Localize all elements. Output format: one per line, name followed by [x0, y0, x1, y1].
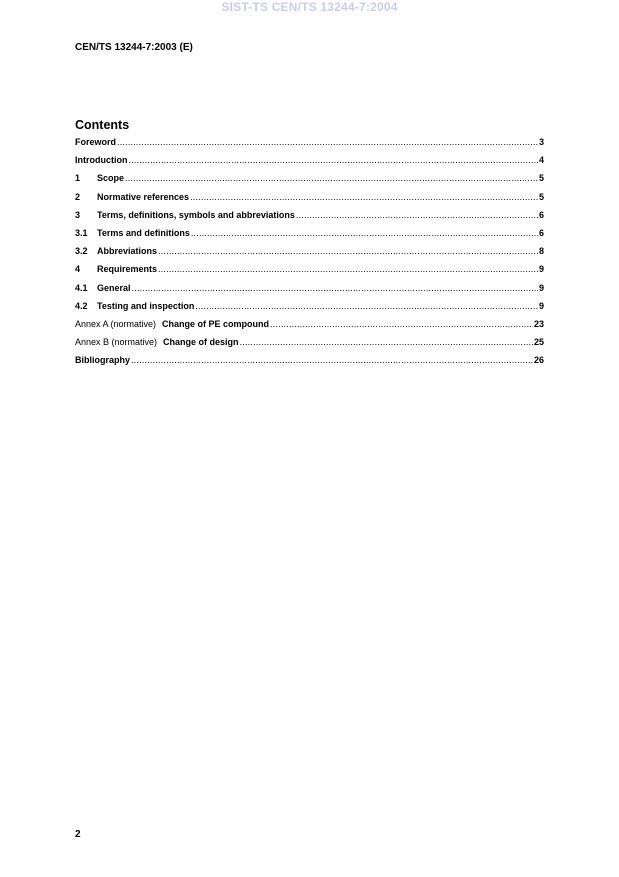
toc-entry[interactable]	[75, 355, 544, 373]
toc-entry-number: 4.1	[75, 282, 88, 293]
toc-entry-number: 4.2	[75, 300, 88, 311]
toc-entry-title: Scope	[97, 173, 125, 184]
toc-dot-leader	[132, 283, 538, 293]
toc-entry-number: 3.2	[75, 246, 88, 257]
toc-entry-title: Terms and definitions	[97, 227, 190, 238]
table-of-contents	[75, 137, 544, 373]
toc-entry-title: Normative references	[97, 191, 190, 202]
toc-entry[interactable]	[75, 264, 544, 282]
toc-entry[interactable]	[75, 246, 544, 264]
toc-dot-leader	[125, 173, 538, 183]
toc-entry-page: 26	[533, 355, 544, 366]
toc-entry-page: 9	[538, 300, 544, 311]
toc-entry-page: 5	[538, 173, 544, 184]
toc-entry-title: Abbreviations	[97, 246, 158, 257]
toc-entry[interactable]	[75, 319, 544, 337]
toc-entry-page: 9	[538, 282, 544, 293]
toc-entry-page: 5	[538, 191, 544, 202]
toc-entry-page: 9	[538, 264, 544, 275]
toc-entry-title: Terms, definitions, symbols and abbreviations	[97, 209, 295, 220]
toc-dot-leader	[117, 137, 538, 147]
toc-entry[interactable]	[75, 228, 544, 246]
toc-entry[interactable]	[75, 301, 544, 319]
toc-entry-number: 1	[75, 173, 81, 184]
page-number: 2	[75, 829, 81, 840]
toc-entry-page: 6	[538, 227, 544, 238]
toc-entry[interactable]	[75, 155, 544, 173]
toc-entry-page: 25	[533, 337, 544, 348]
toc-entry-title: Testing and inspection	[97, 300, 195, 311]
toc-dot-leader	[296, 210, 538, 220]
toc-entry[interactable]	[75, 210, 544, 228]
toc-entry-title: Requirements	[97, 264, 158, 275]
toc-entry-number: 4	[75, 264, 81, 275]
toc-entry-number: 3.1	[75, 227, 88, 238]
toc-entry[interactable]	[75, 192, 544, 210]
toc-entry-page: 3	[538, 137, 544, 147]
toc-dot-leader	[158, 264, 538, 274]
toc-dot-leader	[129, 155, 538, 165]
toc-entry[interactable]	[75, 283, 544, 301]
toc-dot-leader	[195, 301, 538, 311]
toc-dot-leader	[158, 246, 538, 256]
toc-entry-page: 23	[533, 318, 544, 329]
toc-dot-leader	[240, 337, 533, 347]
toc-entry-title: Bibliography	[75, 355, 131, 366]
toc-entry-title: Change of PE compound	[162, 318, 270, 329]
toc-entry-page: 4	[538, 155, 544, 166]
watermark: SIST-TS CEN/TS 13244-7:2004	[221, 0, 398, 14]
toc-entry-title: Foreword	[75, 137, 117, 147]
toc-dot-leader	[190, 192, 538, 202]
toc-entry[interactable]	[75, 137, 544, 155]
toc-dot-leader	[270, 319, 533, 329]
toc-annex-label: Annex A (normative)	[75, 318, 157, 329]
toc-entry[interactable]	[75, 337, 544, 355]
toc-entry-title: Introduction	[75, 155, 128, 166]
toc-dot-leader	[191, 228, 538, 238]
toc-annex-label: Annex B (normative)	[75, 337, 158, 348]
toc-entry-page: 8	[538, 246, 544, 257]
contents-title: Contents	[75, 118, 130, 132]
toc-entry-number: 3	[75, 209, 81, 220]
toc-dot-leader	[131, 355, 533, 365]
document-id: CEN/TS 13244-7:2003 (E)	[75, 42, 193, 53]
toc-entry-title: Change of design	[163, 337, 239, 348]
toc-entry-number: 2	[75, 191, 81, 202]
toc-entry-title: General	[97, 282, 131, 293]
toc-entry[interactable]	[75, 173, 544, 191]
toc-entry-page: 6	[538, 209, 544, 220]
